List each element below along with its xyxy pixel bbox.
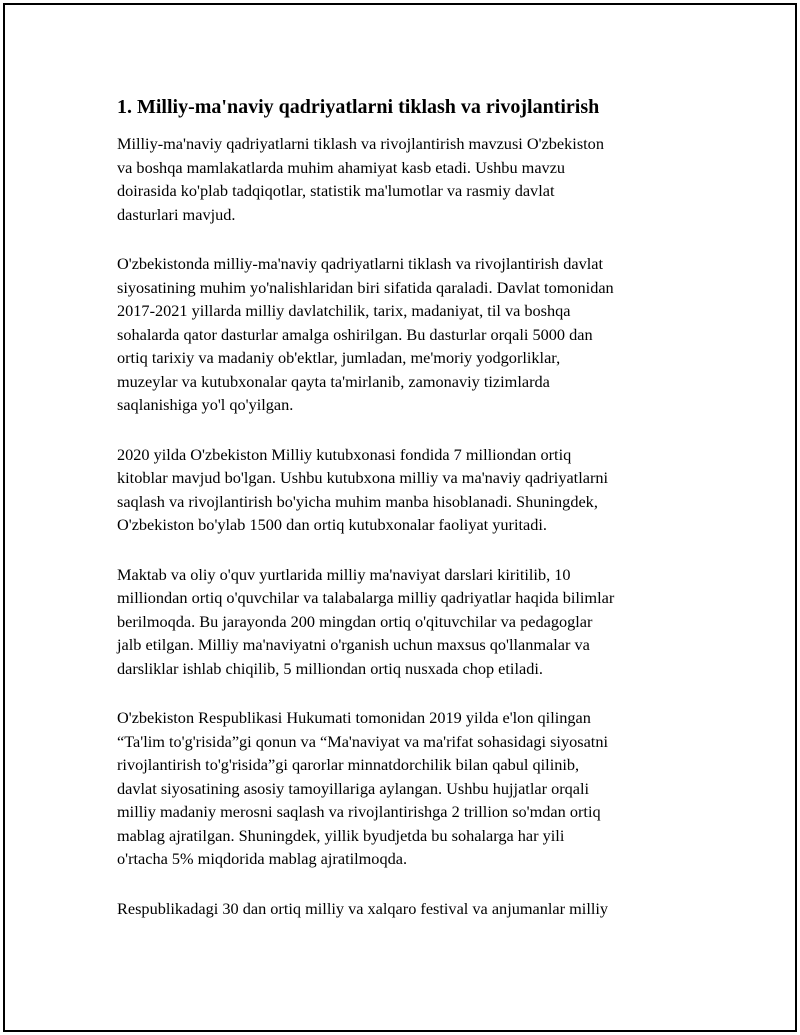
- text-line: o'rtacha 5% miqdorida mablag ajratilmoqda.: [117, 849, 408, 868]
- section-heading: 1. Milliy-ma'naviy qadriyatlarni tiklash va rivojlantirish: [117, 96, 600, 118]
- text-line: dasturlari mavjud.: [117, 204, 236, 224]
- text-line: rivojlantirish to'g'risida”gi qarorlar minnatdorchilik bilan qabul qilinib,: [117, 755, 580, 774]
- text-line: O'zbekiston Respublikasi Hukumati tomonidan 2019 yilda e'lon qilingan: [117, 708, 591, 727]
- paragraph-4: [117, 563, 692, 681]
- text-line: ortiq tarixiy va madaniy ob'ektlar, jumladan, me'moriy yodgorliklar,: [117, 348, 561, 367]
- text-line: mablag ajratilgan. Shuningdek, yillik byudjetda bu sohalarga har yili: [117, 825, 565, 845]
- text-line: O'zbekiston bo'ylab 1500 dan ortiq kutubxonalar faoliyat yuritadi.: [117, 515, 547, 534]
- document-body: [117, 95, 692, 946]
- text-line: Milliy-ma'naviy qadriyatlarni tiklash va rivojlantirish mavzusi O'zbekiston: [117, 134, 604, 153]
- text-line: saqlash va rivojlantirish bo'yicha muhim manba hisoblanadi. Shuningdek,: [117, 491, 598, 511]
- text-line: O'zbekistonda milliy-ma'naviy qadriyatlarni tiklash va rivojlantirish davlat: [117, 254, 604, 273]
- text-line: Maktab va oliy o'quv yurtlarida milliy ma'naviyat darslari kiritilib, 10: [117, 564, 571, 584]
- text-line: milliy madaniy merosni saqlash va rivojlantirishga 2 trillion so'mdan ortiq: [117, 802, 601, 821]
- text-line: davlat siyosatining asosiy tamoyillariga aylangan. Ushbu hujjatlar orqali: [117, 778, 590, 798]
- text-line: 2017-2021 yillarda milliy davlatchilik, tarix, madaniyat, til va boshqa: [117, 301, 571, 320]
- text-line: jalb etilgan. Milliy ma'naviyatni o'rganish uchun maxsus qo'llanmalar va: [117, 635, 590, 654]
- text-line: doirasida ko'plab tadqiqotlar, statistik ma'lumotlar va rasmiy davlat: [117, 181, 555, 200]
- text-line: Respublikadagi 30 dan ortiq milliy va xalqaro festival va anjumanlar milliy: [117, 898, 609, 918]
- text-line: milliondan ortiq o'quvchilar va talabalarga milliy qadriyatlar haqida bilimlar: [117, 588, 615, 607]
- text-line: sohalarda qator dasturlar amalga oshirilgan. Bu dasturlar orqali 5000 dan: [117, 324, 593, 344]
- text-line: va boshqa mamlakatlarda muhim ahamiyat kasb etadi. Ushbu mavzu: [117, 157, 566, 177]
- paragraph-5: [117, 706, 692, 871]
- text-line: siyosatining muhim yo'nalishlaridan biri sifatida qaraladi. Davlat tomonidan: [117, 277, 614, 297]
- paragraph-2: [117, 252, 692, 417]
- text-line: kitoblar mavjud bo'lgan. Ushbu kutubxona milliy va ma'naviy qadriyatlarni: [117, 468, 609, 487]
- text-line: 2020 yilda O'zbekiston Milliy kutubxonasi fondida 7 milliondan ortiq: [117, 444, 572, 464]
- paragraph-3: [117, 443, 692, 537]
- text-line: “Ta'lim to'g'risida”gi qonun va “Ma'naviyat va ma'rifat sohasidagi siyosatni: [117, 731, 608, 751]
- text-line: muzeylar va kutubxonalar qayta ta'mirlanib, zamonaviy tizimlarda: [117, 371, 550, 391]
- text-line: berilmoqda. Bu jarayonda 200 mingdan ortiq o'qituvchilar va pedagoglar: [117, 611, 593, 631]
- paragraph-1: [117, 132, 692, 226]
- text-line: darsliklar ishlab chiqilib, 5 milliondan ortiq nusxada chop etiladi.: [117, 658, 543, 678]
- paragraph-6: [117, 897, 692, 921]
- text-line: saqlanishiga yo'l qo'yilgan.: [117, 395, 294, 414]
